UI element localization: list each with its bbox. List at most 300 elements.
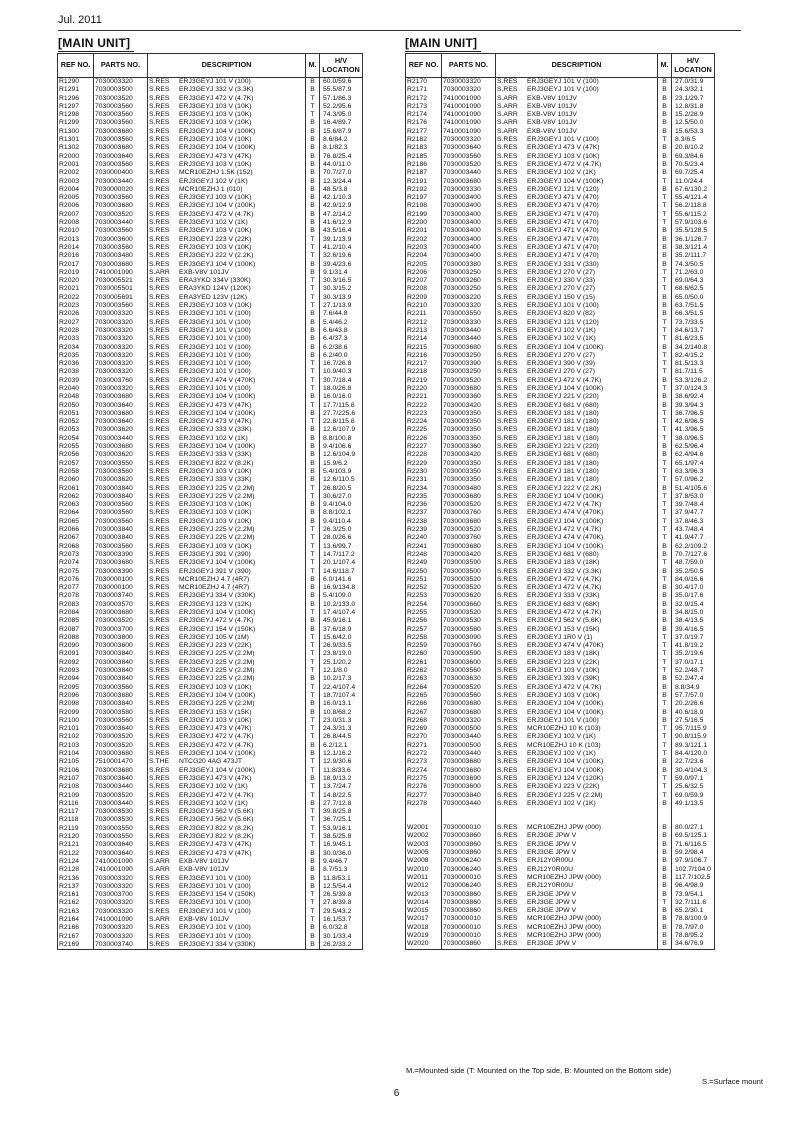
description-cell [148,211,306,219]
parts-no-cell: 7030003640 [94,850,148,858]
table-row [58,186,363,194]
mounted-side-cell: B [306,709,320,717]
description-cell [148,227,306,235]
location-cell: 16.0/16.0 [320,393,363,401]
mounted-side-cell: B [658,717,672,725]
description-cell [148,385,306,393]
part-description: ERJ3GEYJ 103 V (10K) [179,119,252,127]
location-cell: 38.6/92.4 [672,393,715,401]
ref-no-cell: R1298 [58,111,94,119]
description-cell [496,335,658,343]
part-description: ERJ3GEYJ 331 V (330) [527,260,599,268]
location-cell: 6.6/43.8 [320,327,363,335]
parts-no-cell: 7410001090 [442,111,496,119]
description-cell [496,219,658,227]
ref-no-cell: R1297 [58,103,94,111]
parts-no-cell: 7030003680 [94,128,148,136]
part-type: S.RES [149,111,170,119]
table-row [406,915,715,923]
description-cell [148,543,306,551]
location-cell: 8.8/102.1 [320,509,363,517]
table-row [58,675,363,683]
description-cell [148,733,306,741]
location-cell: 18.7/107.4 [320,692,363,700]
parts-no-cell: 7030003420 [442,551,496,559]
description-cell [496,418,658,426]
part-description: ERJ3GEYJ 225 V (2.2M) [179,650,255,658]
location-cell: 16.9/45.1 [320,841,363,849]
location-cell: 10.2/17.3 [320,675,363,683]
part-type: S.RES [497,642,518,650]
description-cell [148,518,306,526]
part-description: ERJ3GEYJ 105 V (1M) [179,633,249,641]
table-row [58,418,363,426]
part-description: ERJ3GEYJ 183 V (18K) [527,650,600,658]
table-row [406,435,715,443]
mounted-side-cell: T [658,526,672,534]
location-cell: 37.0/17.1 [672,659,715,667]
right-section-title: [MAIN UNIT] [405,36,478,50]
part-description: ERJ3GEYJ 102 V (1K) [179,434,248,442]
description-cell [496,352,658,360]
description-cell [496,410,658,418]
mounted-side-cell: B [658,551,672,559]
mounted-side-cell: T [658,750,672,758]
ref-no-cell: R2256 [406,617,442,625]
part-type: S.RES [497,401,518,409]
ref-no-cell: R2267 [406,709,442,717]
description-cell [496,692,658,700]
part-description: ERJ3GEYJ 104 V (100K) [179,393,256,401]
location-cell: 95.7/115.9 [672,725,715,733]
table-row [406,368,715,376]
parts-no-cell: 7030003560 [94,468,148,476]
part-description: ERJ3GEYJ 225 V (2.2M) [179,700,255,708]
description-cell [496,792,658,800]
table-row [406,302,715,310]
mounted-side-cell: B [306,153,320,161]
part-type: S.RES [497,293,518,301]
parts-no-cell: 7030003560 [94,717,148,725]
table-row [406,775,715,783]
parts-no-cell: 7030000100 [94,584,148,592]
mounted-side-cell: T [658,219,672,227]
part-type: S.RES [497,534,518,542]
description-cell [496,824,658,832]
description-cell [148,592,306,600]
parts-no-cell: 7030003520 [442,526,496,534]
table-row [58,202,363,210]
description-cell [148,783,306,791]
part-type: S.RES [149,816,170,824]
location-cell: 15.6/42.0 [320,634,363,642]
location-cell: 27.0/31.9 [672,78,715,87]
mounted-side-cell: T [306,377,320,385]
part-description: ERJ3GEYJ 683 V (68K) [527,600,600,608]
mounted-side-cell: B [658,940,672,949]
description-cell [496,476,658,484]
table-row [58,509,363,517]
location-cell: 24.3/32.1 [672,86,715,94]
mounted-side-cell: B [658,874,672,882]
part-description: ERJ3GEYJ 681 V (680) [527,550,599,558]
part-description: ERJ3GEYJ 101 V (100) [179,384,251,392]
location-cell: 62.4/94.6 [672,451,715,459]
table-row [406,551,715,559]
ref-no-cell: R2255 [406,609,442,617]
part-description: ERJ3GEYJ 333 V (33K) [179,426,252,434]
table-row [406,393,715,401]
part-type: S.RES [497,318,518,326]
description-cell [496,501,658,509]
parts-no-cell: 7030003320 [94,344,148,352]
table-row [406,402,715,410]
parts-no-cell: 7030000010 [442,932,496,940]
parts-no-cell: 7030003640 [94,775,148,783]
table-row [406,485,715,493]
parts-no-cell: 7030003860 [442,940,496,949]
part-type: S.RES [149,791,170,799]
part-description: MCR10EZHJ JPW (000) [527,931,602,939]
part-type: S.RES [497,650,518,658]
part-type: S.RES [497,302,518,310]
location-cell: 70.7/127.6 [672,551,715,559]
ref-no-cell: R2277 [406,792,442,800]
mounted-side-cell: B [658,128,672,136]
table-row [406,111,715,119]
part-type: S.RES [149,501,170,509]
ref-no-cell: R2265 [406,692,442,700]
part-type: S.RES [149,260,170,268]
location-cell: 15.9/6.2 [320,460,363,468]
ref-no-cell: R2211 [406,310,442,318]
part-type: S.RES [497,592,518,600]
parts-no-cell: 7030003560 [94,194,148,202]
location-cell: 84.0/16.6 [672,576,715,584]
table-row [406,874,715,882]
description-cell [148,609,306,617]
description-cell [148,509,306,517]
mounted-side-cell: T [306,841,320,849]
location-cell: 78.8/95.2 [672,932,715,940]
location-cell: 11.0/24.4 [672,178,715,186]
part-description: ERJ3GEYJ 472 V (4.7K) [527,526,602,534]
left-table-body [58,78,363,950]
part-description: ERJ3GEYJ 103 V (10K) [179,467,252,475]
mounted-side-cell: B [658,609,672,617]
description-cell [496,136,658,144]
ref-no-cell: W2010 [406,866,442,874]
parts-no-cell: 7030003420 [442,402,496,410]
ref-no-cell: R2186 [406,161,442,169]
parts-no-cell: 7030003520 [442,377,496,385]
part-type: S.ARR [149,866,170,874]
part-type: S.RES [497,567,518,575]
ref-no-cell: R2087 [58,626,94,634]
part-description: ERJ3GEYJ 101 V (100) [179,326,251,334]
table-row [406,509,715,517]
table-row [406,601,715,609]
mounted-side-cell: B [658,244,672,252]
mounted-side-cell: B [658,393,672,401]
ref-no-cell: R2083 [58,601,94,609]
mounted-side-cell: B [306,86,320,94]
col-header-location: H/V LOCATION [672,54,715,78]
table-row [406,169,715,177]
description-cell [148,327,306,335]
parts-no-cell: 7030003760 [94,377,148,385]
table-row [58,443,363,451]
table-row [58,543,363,551]
parts-no-cell: 7030003320 [442,136,496,144]
mounted-side-cell: B [306,410,320,418]
part-description: ERJ3GEYJ 104 V (100K) [527,177,604,185]
location-cell: 23.8/19.0 [320,650,363,658]
table-row [58,344,363,352]
part-description: ERJ3GE JPW V [527,832,577,840]
table-row [58,733,363,741]
description-cell [496,186,658,194]
description-cell [496,285,658,293]
mounted-side-cell: B [658,584,672,592]
part-description: ERJ3GEYJ 104 V (100K) [527,343,604,351]
parts-no-cell: 7030000400 [94,169,148,177]
part-description: ERJ3GEYJ 562 V (5.6K) [179,816,254,824]
parts-no-cell: 7030003320 [94,933,148,941]
parts-no-cell: 7030003520 [442,584,496,592]
parts-no-cell: 7030003680 [94,750,148,758]
table-row [406,526,715,534]
part-type: S.RES [149,609,170,616]
part-type: S.RES [497,451,518,459]
part-description: ERJ3GEYJ 102 V (1K) [527,799,596,807]
ref-no-cell: R2171 [406,86,442,94]
location-cell: 12.9/30.6 [320,758,363,766]
ref-no-cell: R2241 [406,543,442,551]
part-description: ERJ3GEYJ 104 V (100K) [179,691,256,699]
part-description: ERJ3GEYJ 103 V (10K) [527,667,600,675]
mounted-side-cell: B [306,136,320,144]
table-row [406,899,715,907]
location-cell: 55.6/115.2 [672,211,715,219]
description-cell [496,915,658,923]
part-type: S.RES [497,343,518,351]
ref-no-cell: R2214 [406,335,442,343]
part-description: ERJ3GE JPW V [527,840,577,848]
parts-no-cell: 7510001470 [94,758,148,766]
location-cell: 17.4/107.4 [320,609,363,617]
location-cell: 26.8/44.5 [320,733,363,741]
mounted-side-cell: T [658,385,672,393]
part-description: ERA3YKD 124V (120K) [179,285,251,293]
parts-no-cell: 7030003640 [442,144,496,152]
table-row [406,609,715,617]
parts-no-cell: 7030003440 [94,800,148,808]
parts-no-cell: 7030003550 [94,460,148,468]
part-type: S.RES [149,160,170,168]
ref-no-cell: W2011 [406,874,442,882]
location-cell: 8.8/34.9 [672,684,715,692]
part-description: ERJ3GEYJ 103 V (10K) [179,194,252,202]
parts-no-cell: 7030003330 [442,319,496,327]
table-row [58,302,363,310]
part-type: S.RES [497,368,518,376]
part-description: ERJ3GEYJ 181 V (180) [527,434,599,442]
mounted-side-cell: B [306,460,320,468]
part-type: S.RES [497,550,518,558]
description-cell [148,534,306,542]
description-cell [148,153,306,161]
parts-no-cell: 7030003600 [442,783,496,791]
part-description: ERJ3GEYJ 153 V (15K) [527,625,600,633]
table-row [58,518,363,526]
mounted-side-cell: B [306,144,320,152]
location-cell: 12.8/31.8 [672,103,715,111]
table-row [406,907,715,915]
mounted-side-cell: B [658,95,672,103]
mounted-side-cell: B [658,186,672,194]
parts-no-cell: 7030005691 [94,294,148,302]
ref-no-cell: R2027 [58,319,94,327]
mounted-side-cell: T [306,551,320,559]
table-row [406,534,715,542]
part-type: S.RES [149,459,170,467]
mounted-side-cell: B [658,153,672,161]
ref-no-cell: R2048 [58,393,94,401]
mounted-side-cell: B [658,800,672,808]
ref-no-cell: R2068 [58,543,94,551]
part-type: S.RES [497,434,518,442]
mounted-side-cell: B [658,310,672,318]
description-cell [496,543,658,551]
description-cell [148,244,306,252]
location-cell: 84.6/13.7 [672,327,715,335]
part-description: ERJ3GEYJ 473 V (47K) [179,774,252,782]
table-row [406,717,715,725]
ref-no-cell: R2169 [58,941,94,950]
ref-no-cell: R2227 [406,443,442,451]
part-description: ERJ3GE JPW V [527,898,577,906]
ref-no-cell: R2268 [406,717,442,725]
part-description: ERJ3GEYJ 101 V (100) [179,924,251,932]
ref-no-cell: R2101 [58,725,94,733]
description-cell [148,377,306,385]
parts-no-cell: 7030003360 [442,393,496,401]
description-cell [148,792,306,800]
part-type: S.RES [497,791,518,799]
parts-no-cell: 7410001090 [94,269,148,277]
description-cell [148,119,306,127]
ref-no-cell: R2205 [406,261,442,269]
parts-no-cell: 7030003840 [442,792,496,800]
part-type: S.RES [497,509,518,517]
location-cell: 30.4/104.3 [672,767,715,775]
table-row [58,576,363,584]
parts-no-cell: 7030003800 [94,634,148,642]
part-description: ERJ3GEYJ 154 V (150K) [179,625,256,633]
table-row [58,609,363,617]
table-row [406,136,715,144]
table-row [58,725,363,733]
table-row [58,261,363,269]
part-description: ERJ3GEYJ 181 V (180) [527,476,599,484]
parts-no-cell: 7030003580 [442,626,496,634]
part-type: S.RES [149,326,170,334]
table-row [406,733,715,741]
parts-no-cell: 7030003320 [94,78,148,87]
parts-no-cell: 7030003840 [94,526,148,534]
ref-no-cell: R2271 [406,742,442,750]
part-type: S.RES [149,243,170,251]
mounted-side-cell: B [658,675,672,683]
location-cell: 8.1/82.3 [320,144,363,152]
mounted-side-cell: B [658,261,672,269]
part-description: ERJ3GEYJ 472 V (4.7K) [527,683,602,691]
parts-no-cell: 7030003640 [94,153,148,161]
part-description: ERJ3GEYJ 153 V (15K) [179,708,252,716]
ref-no-cell: R2128 [58,866,94,874]
description-cell [148,302,306,310]
ref-no-cell: R2099 [58,709,94,717]
description-cell [496,551,658,559]
part-description: ERJ3GEYJ 154 V (150K) [179,891,256,899]
description-cell [496,526,658,534]
mounted-side-cell: B [658,684,672,692]
table-row [406,319,715,327]
part-type: S.RES [149,733,170,741]
parts-no-cell: 7030000100 [94,576,148,584]
mounted-side-cell: T [658,435,672,443]
ref-no-cell: R2091 [58,650,94,658]
description-cell [148,850,306,858]
description-cell [148,319,306,327]
table-row [58,501,363,509]
parts-no-cell: 7030003530 [442,617,496,625]
description-cell [496,426,658,434]
table-row [58,883,363,891]
mounted-side-cell: B [306,592,320,600]
ref-no-cell: R2218 [406,368,442,376]
location-cell: 42.1/10.3 [320,194,363,202]
location-cell: 96.4/98.9 [672,882,715,890]
part-description: EXB-V8V 101JV [179,268,229,276]
parts-no-cell: 7030003520 [94,742,148,750]
part-type: S.RES [497,783,518,791]
table-row [58,933,363,941]
location-cell: 71.6/116.5 [672,841,715,849]
location-cell: 10.8/68.2 [320,709,363,717]
mounted-side-cell: T [306,526,320,534]
part-description: ERJ3GEYJ 104 V (100K) [179,260,256,268]
ref-no-cell: R2124 [58,858,94,866]
part-type: S.RES [149,625,170,633]
part-description: MCR10EZHJ 10 K (103) [527,741,601,749]
part-type: S.RES [149,360,170,368]
part-description: ERJ3GEYJ 121 V (120) [527,318,599,326]
location-cell: 45.9/16.1 [320,617,363,625]
ref-no-cell: R2023 [58,302,94,310]
part-type: S.RES [497,501,518,509]
table-row [406,675,715,683]
table-row [406,144,715,152]
ref-no-cell: R2088 [58,634,94,642]
part-description: ERJ3GEYJ 822 V (8.2K) [179,459,254,467]
parts-no-cell: 7030003400 [442,202,496,210]
description-cell [496,227,658,235]
location-cell: 81.7/11.5 [672,368,715,376]
part-type: S.RES [149,144,170,152]
part-type: S.RES [149,808,170,816]
